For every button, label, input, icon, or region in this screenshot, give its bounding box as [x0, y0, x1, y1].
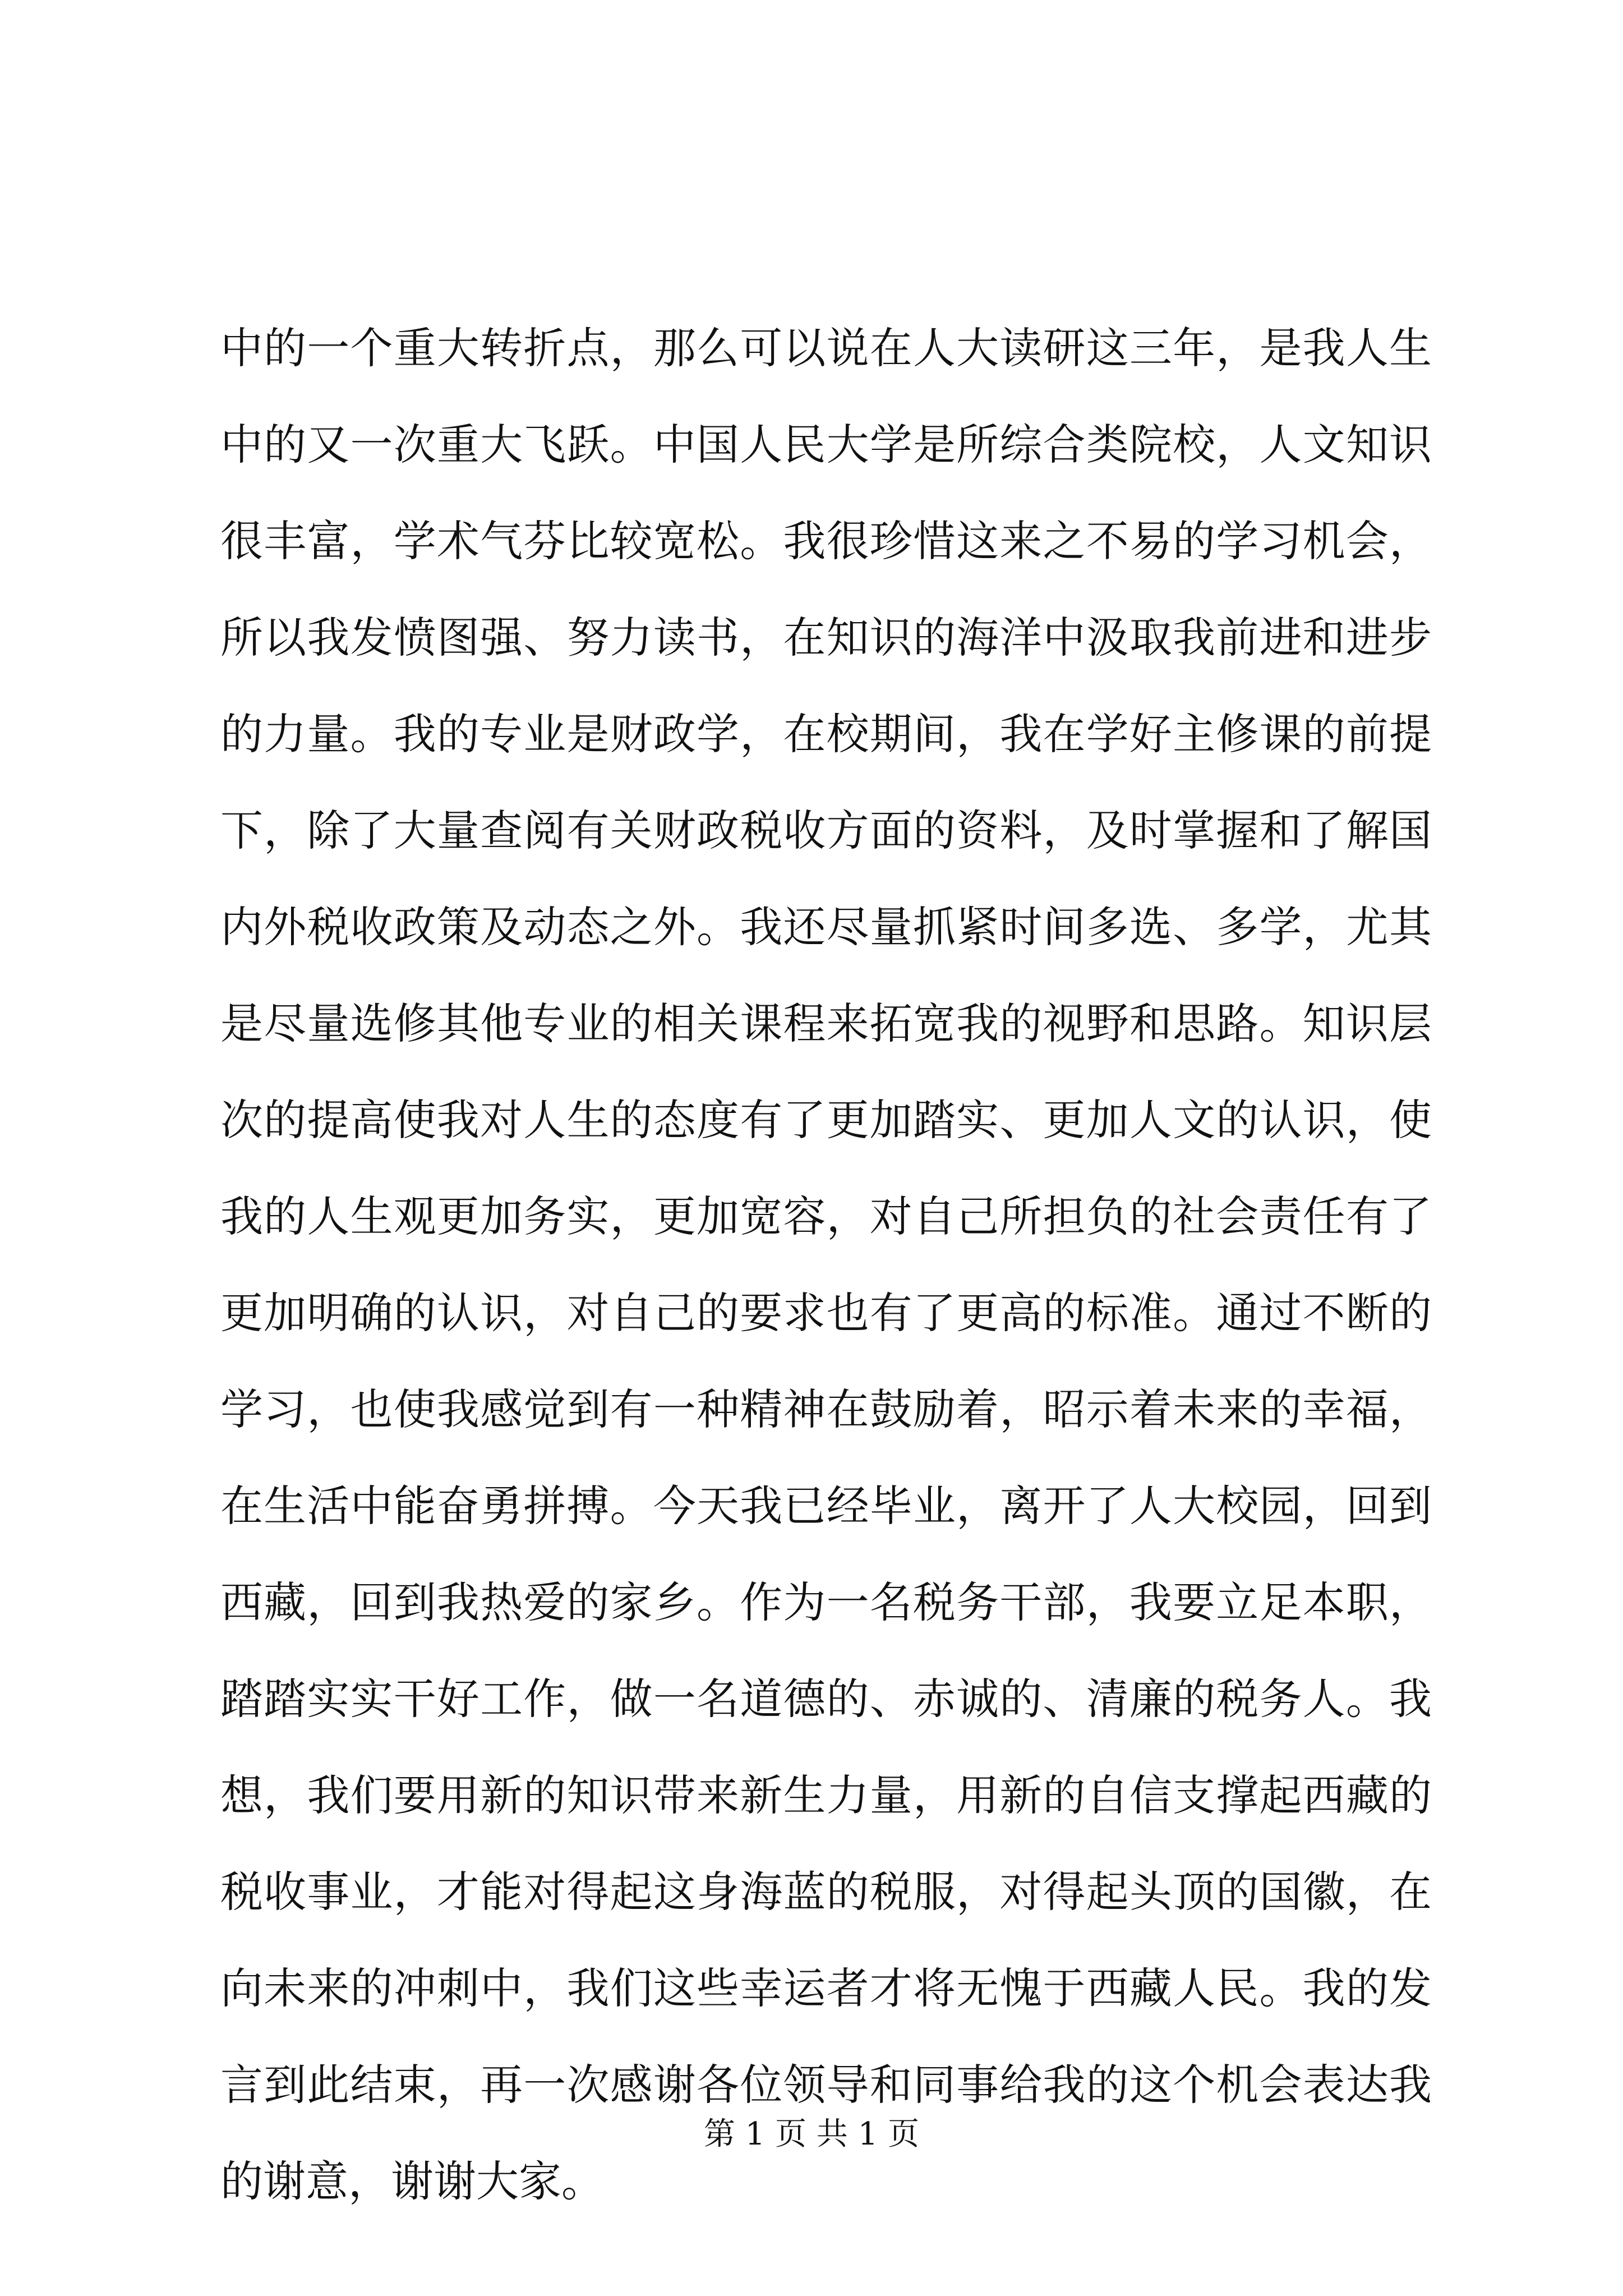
body-line: 所以我发愤图强、努力读书，在知识的海洋中汲取我前进和进步 [220, 613, 1432, 662]
body-line: 下，除了大量查阅有关财政税收方面的资料，及时掌握和了解国 [220, 806, 1432, 855]
body-line: 我的人生观更加务实，更加宽容，对自己所担负的社会责任有了 [220, 1191, 1432, 1241]
body-line: 税收事业，才能对得起这身海蓝的税服，对得起头顶的国徽，在 [220, 1867, 1432, 1917]
body-line: 是尽量选修其他专业的相关课程来拓宽我的视野和思路。知识层 [220, 999, 1432, 1048]
page-number-footer: 第 1 页 共 1 页 [703, 2116, 920, 2152]
document-body [220, 300, 1432, 2230]
body-line: 很丰富，学术气芬比较宽松。我很珍惜这来之不易的学习机会， [220, 516, 1432, 566]
body-line: 踏踏实实干好工作，做一名道德的、赤诚的、清廉的税务人。我 [220, 1674, 1432, 1724]
body-line: 次的提高使我对人生的态度有了更加踏实、更加人文的认识，使 [220, 1095, 1432, 1145]
body-line: 在生活中能奋勇拼搏。今天我已经毕业，离开了人大校园，回到 [220, 1481, 1432, 1531]
body-line: 中的一个重大转折点，那么可以说在人大读研这三年，是我人生 [220, 323, 1432, 373]
body-line: 内外税收政策及动态之外。我还尽量抓紧时间多选、多学，尤其 [220, 902, 1432, 952]
body-line: 更加明确的认识，对自己的要求也有了更高的标准。通过不断的 [220, 1288, 1432, 1338]
body-line: 的力量。我的专业是财政学，在校期间，我在学好主修课的前提 [220, 709, 1432, 759]
body-line: 向未来的冲刺中，我们这些幸运者才将无愧于西藏人民。我的发 [220, 1963, 1432, 2013]
body-line: 言到此结束，再一次感谢各位领导和同事给我的这个机会表达我 [220, 2060, 1432, 2110]
body-line: 的谢意，谢谢大家。 [220, 2156, 604, 2206]
body-line: 中的又一次重大飞跃。中国人民大学是所综合类院校，人文知识 [220, 420, 1432, 470]
body-line: 想，我们要用新的知识带来新生力量，用新的自信支撑起西藏的 [220, 1770, 1432, 1820]
body-line: 学习，也使我感觉到有一种精神在鼓励着，昭示着未来的幸福， [220, 1384, 1432, 1434]
body-line: 西藏，回到我热爱的家乡。作为一名税务干部，我要立足本职， [220, 1577, 1432, 1627]
